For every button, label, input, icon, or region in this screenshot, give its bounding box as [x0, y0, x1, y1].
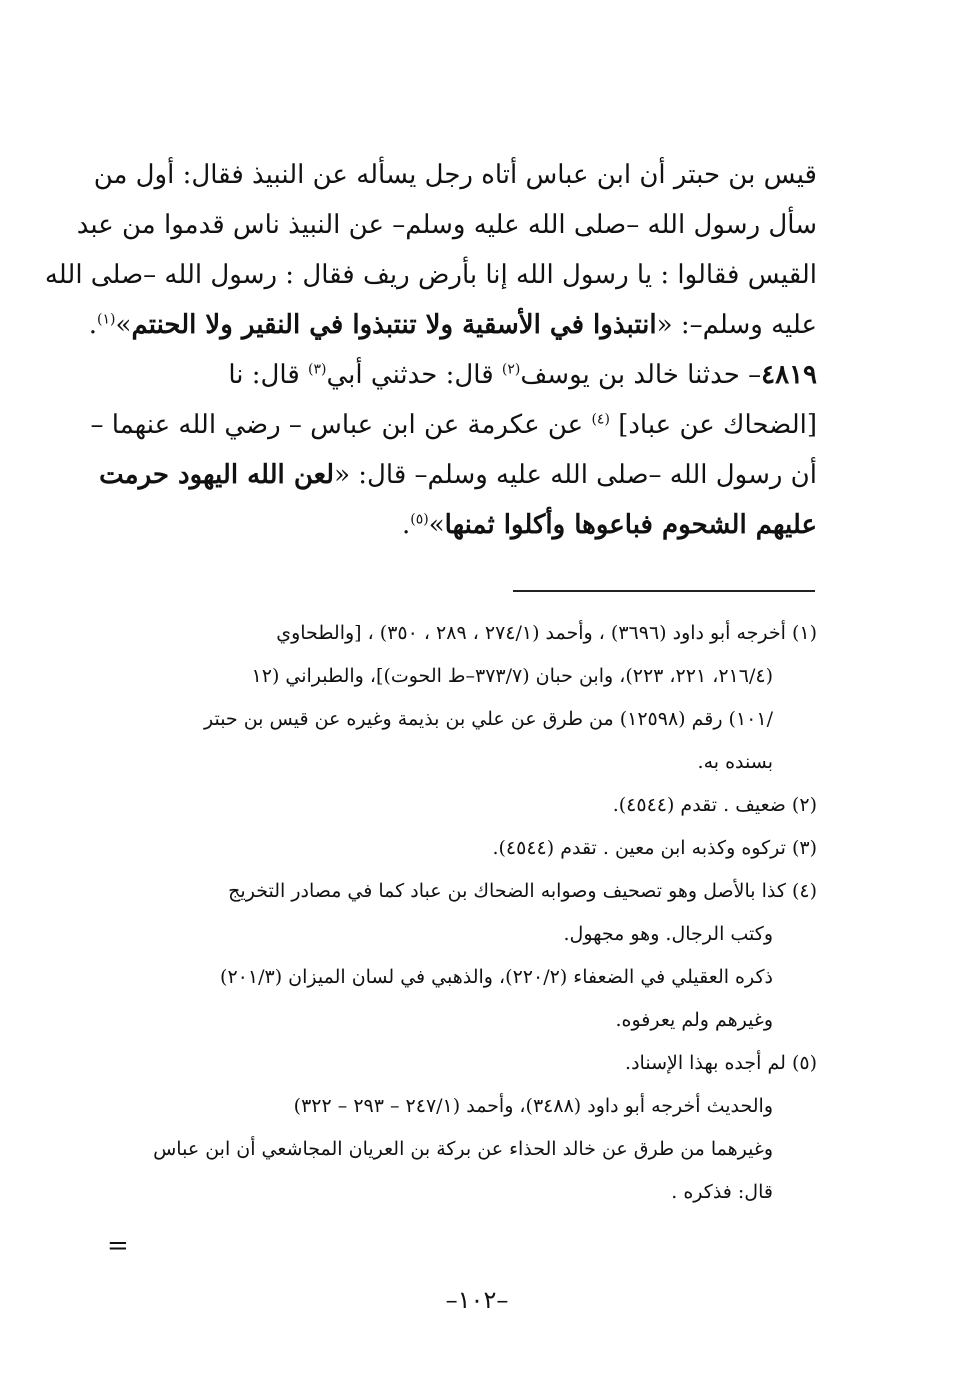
footnote-line: وغيرهما من طرق عن خالد الحذاء عن بركة بن العريان المجاشعي أن ابن عباس [153, 1138, 773, 1160]
text-line: [الضحاك عن عباد] $^{(٤)}$ عن عكرمة عن ابن عباس – رضي الله عنهما – [90, 410, 817, 440]
footnote-ref[interactable]: (١) [97, 311, 116, 328]
footnote-line: (٣) تركوه وكذبه ابن معين . تقدم (٤٥٤٤). [492, 837, 817, 859]
text-line: ٤٨١٩– حدثنا خالد بن يوسف$^{(٢)}$ قال: حدثني أبي$^{(٣)}$ قال: نا [228, 360, 817, 390]
page-number: –١٠٢– [445, 1286, 509, 1314]
footnote-line: (٢١٦/٤، ٢٢١، ٢٢٣)، وابن حبان (٣٧٣/٧–ط الحوت)]، والطبراني (١٢ [251, 665, 773, 687]
hadith-number: ٤٨١٩ [761, 360, 817, 390]
text-line: عليهم الشحوم فباعوها وأكلوا ثمنها»$^{(٥)}$. [402, 510, 817, 540]
footnote-line: وكتب الرجال. وهو مجهول. [563, 923, 773, 945]
hadith-text [44, 150, 817, 550]
footnote-separator [513, 590, 815, 592]
text-line: القيس فقالوا : يا رسول الله إنا بأرض ريف فقال : رسول الله –صلى الله [44, 260, 817, 290]
hadith-quote: عليهم الشحوم فباعوها وأكلوا ثمنها [444, 510, 817, 540]
footnote-line: (٢) ضعيف . تقدم (٤٥٤٤). [612, 794, 817, 816]
footnotes [105, 612, 817, 1214]
footnote-ref[interactable]: (٣) [308, 361, 327, 378]
footnote-line: وغيرهم ولم يعرفوه. [615, 1009, 773, 1031]
footnote-line: (٥) لم أجده بهذا الإسناد. [625, 1052, 817, 1074]
text-line: قيس بن حبتر أن ابن عباس أتاه رجل يسأله عن النبيذ فقال: أول من [93, 160, 817, 190]
footnote-ref[interactable]: (٤) [591, 411, 610, 428]
footnote-ref[interactable]: (٥) [410, 511, 429, 528]
footnote-line: (٤) كذا بالأصل وهو تصحيف وصوابه الضحاك بن عباد كما في مصادر التخريج [228, 880, 817, 902]
text-line: سأل رسول الله –صلى الله عليه وسلم– عن النبيذ ناس قدموا من عبد [76, 210, 817, 240]
text-line: عليه وسلم–: «انتبذوا في الأسقية ولا تنتبذوا في النقير ولا الحنتم»$^{(١)}$. [88, 310, 817, 340]
footnote-line: (١) أخرجه أبو داود (٣٦٩٦) ، وأحمد (٢٧٤/١ ، ٢٨٩ ، ٣٥٠) ، [والطحاوي [276, 622, 817, 644]
footnote-line: قال: فذكره . [671, 1181, 773, 1203]
footnote-line: بسنده به. [697, 751, 773, 773]
footnote-line: والحديث أخرجه أبو داود (٣٤٨٨)، وأحمد (٢٤٧/١ – ٢٩٣ – ٣٢٢) [293, 1095, 773, 1117]
footnote-line: ذكره العقيلي في الضعفاء (٢٢٠/٢)، والذهبي في لسان الميزان (٢٠١/٣) [220, 966, 773, 988]
footnote-ref[interactable]: (٢) [501, 361, 521, 378]
footnote-line: /١٠١) رقم (١٢٥٩٨) من طرق عن علي بن بذيمة وغيره عن قيس بن حبتر [203, 708, 773, 730]
continuation-mark: = [107, 1231, 129, 1261]
text-line: أن رسول الله –صلى الله عليه وسلم– قال: «لعن الله اليهود حرمت [99, 460, 817, 490]
hadith-quote: لعن الله اليهود حرمت [99, 460, 335, 490]
hadith-quote: انتبذوا في الأسقية ولا تنتبذوا في النقير ولا الحنتم [131, 310, 657, 340]
